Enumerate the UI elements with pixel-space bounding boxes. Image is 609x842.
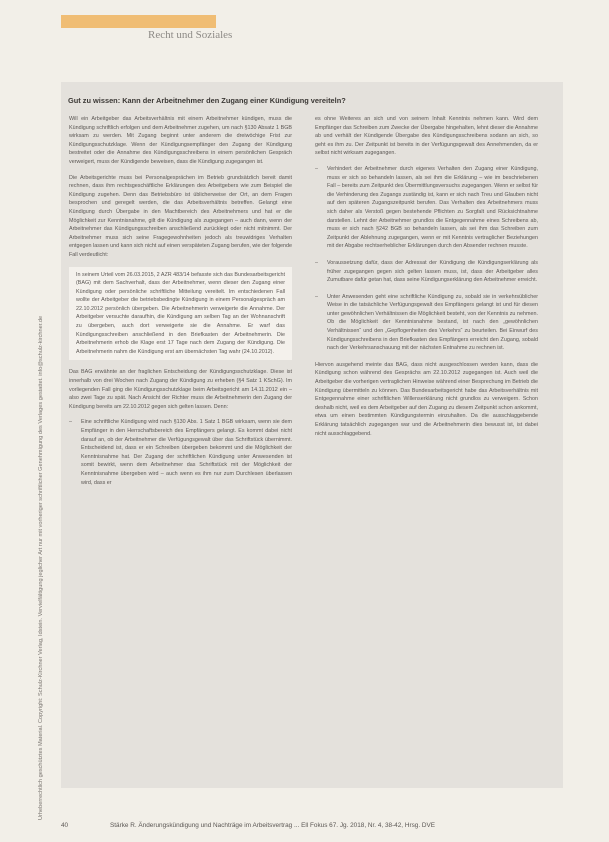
article-title: Gut zu wissen: Kann der Arbeitnehmer den Zugang einer Kündigung vereiteln? [68, 96, 346, 105]
footer-citation: Stärke R. Änderungskündigung und Nachträge im Arbeitsvertrag ... Ell Fokus 67. Jg. 2018, Nr. 4, 38-42, Hrsg. DVE [110, 822, 436, 829]
copyright-sidebar: Urheberrechtlich geschütztes Material. Copyright: Schulz-Kirchner Verlag, Idstein. Vervielfältigung jeglicher Art nur mit vorheriger schriftlicher Genehmigung des Verlages gestattet. info@schulz-kirchner.de [38, 315, 44, 820]
list-item-text: Voraussetzung dafür, dass der Adressat der Kündigung die Kündigungserklärung als früher zugegangen gegen sich gelten lassen muss, ist, dass der Arbeitgeber alles Zumutbare dafür getan hat, dass seine Kündigungserklärung den Arbeitnehmer erreicht. [327, 259, 538, 284]
bullet-dash: – [315, 165, 318, 172]
bullet-dash: – [315, 293, 318, 300]
case-quote-text: In seinem Urteil vom 26.03.2015, 2 AZR 483/14 befasste sich das Bundesarbeitsgericht (BAG) mit dem Sachverhalt, dass der Arbeitnehmer, wenn dieser den Zugang einer Kündigung oder persönliche schriftliche Mitteilung vereitelt. Im entschiedenen Fall wollte der Arbeitgeber die betriebsbedingte Kündigung in einem Personalgespräch am 22.10.2012 persönlich übergeben. Die Arbeitnehmerin verweigerte die Annahme. Der Arbeitgeber versuchte daraufhin, die Kündigung am selben Tag an der Wohnanschrift zu übergeben, auch dort verweigerte sie die Annahme. Er warf das Kündigungsschreiben anschließend in den Briefkasten der Arbeitnehmerin. Die Arbeitnehmerin erhob die Klage erst 17 Tage nach dem Zugang der Kündigung. Die Arbeitnehmerin nahm die Kündigung erst am übernächsten Tag wahr (24.10.2012). [76, 271, 285, 355]
paragraph: es ohne Weiteres an sich und von seinem Inhalt Kenntnis nehmen kann. Wird dem Empfänger das Schreiben zum Zwecke der Übergabe hingehalten, lehnt dieser die Annahme ab und verhält der Kündigende Übergabe des Kündigungsschreibens sodann an sich, so geht es ihm zu. Der Zeitpunkt ist bereits in der Verfügungsgewalt des Annehmenden, da er selbst nicht wirksam zugegangen. [315, 116, 538, 157]
page-footer [61, 822, 581, 829]
list-item-text: Verhindert der Arbeitnehmer durch eigenes Verhalten den Zugang einer Kündigung, muss er sich so behandeln lassen, als sei ihm die Erklärung – wie im beschriebenen Fall – bereits zum Zeitpunkt des Übermittlungsversuchs zugegangen. Wenn er selbst für die Verhinderung des Zugangs zuständig ist, kann er sich nach Treu und Glauben nicht auf den späteren Zugangszeitpunkt berufen. Das Verhalten des Arbeitnehmers muss sich daher als Verstoß gegen bestehende Pflichten zu Sorgfalt und Rücksichtnahme darstellen. Lehnt der Arbeitnehmer grundlos die Entgegennahme eines Schreibens ab, muss er sich nach §242 BGB so behandeln lassen, als sei ihm das Schreiben zum Zeitpunkt der Ablehnung zugegangen, wenn er mit Kenntnis vertraglicher Beziehungen mit der Abgabe rechtserheblicher Erklärungen durch den Absender rechnen musste. [327, 165, 538, 250]
paragraph: Hiervon ausgehend meinte das BAG, dass nicht ausgeschlossen werden kann, dass die Kündigung schon während des Gesprächs am 22.10.2012 zugegangen ist. Auch weil die Arbeitgeber die vorherigen vertraglichen Hinweise während einer Besprechung im Betrieb die Kündigung übermitteln zu können. Das Bundesarbeitsgericht habe das Arbeitsverhältnis mit Entgegennahme einer schriftlichen Willenserklärung nicht grundlos zu verweigern. Schon deshalb nicht, weil es dem Arbeitgeber auf den Zugang zu diesem Zeitpunkt schon ankommt, etwa um einen bestimmten Kündigungstermin einzuhalten. Da die ausschlaggebende Erklärung tatsächlich zugegangen war und die Arbeitnehmerin dies bewusst ist, ist dabei nicht ausschlaggebend. [315, 361, 538, 437]
bullet-dash: – [315, 259, 318, 266]
list-item [315, 293, 538, 353]
right-column [315, 115, 538, 445]
case-quote-box [69, 267, 292, 361]
list-item-text: Unter Anwesenden geht eine schriftliche Kündigung zu, sobald sie in verkehrsüblicher Weise in die tatsächliche Verfügungsgewalt des Empfängers gelangt ist und für diesen unter gewöhnlichen Verhältnissen die Möglichkeit besteht, von der Kenntnis zu nehmen. Ob die Möglichkeit der Kenntnisnahme bestand, ist nach den „gewöhnlichen Verhältnissen“ und den „Gepflogenheiten des Verkehrs“ zu beurteilen. Bei Einwurf des Kündigungsschreibens in den Briefkasten des Empfängers erreicht den Zugang, sobald nach der Verkehrsanschauung mit der nächsten Entnahme zu rechnen ist. [327, 293, 538, 352]
paragraph: Das BAG erwähnte an der fraglichen Entscheidung der Kündigungsschutzklage. Diese ist innerhalb von drei Wochen nach Zugang der Kündigung zu erheben (§4 Satz 1 KSchG). Im vorliegenden Fall ging die Kündigungsschutzklage beim Arbeitsgericht am 14.11.2012 ein – also zwei Tage zu spät. Nach Ansicht der Richter muss die Arbeitnehmerin den Zugang der Kündigung bereits am 22.10.2012 gegen sich gelten lassen. Denn: [69, 369, 292, 410]
list-item-text: Eine schriftliche Kündigung wird nach §130 Abs. 1 Satz 1 BGB wirksam, wenn sie dem Empfänger in den Herrschaftsbereich des Empfängers gelangt. Es kommt dabei nicht darauf an, ob der Arbeitnehmer die Verfügungsgewalt über das Schriftstück übernimmt. Entscheidend ist, dass er ein Schreiben übergeben bekommt und die Möglichkeit der Kenntnisnahme hat. Der Zugang der schriftlichen Kündigung unter Anwesenden ist somit bewirkt, wenn dem Arbeitnehmer das Schriftstück mit der Möglichkeit der Kenntnisnahme übergeben wird – auch wenn es ihm nur zum Durchlesen überlassen wird, dass er [81, 419, 292, 486]
left-column [69, 115, 292, 495]
list-item [69, 418, 292, 487]
page-number: 40 [61, 822, 69, 829]
section-title: Recht und Soziales [148, 29, 233, 41]
paragraph: Die Arbeitsgerichte muss bei Personalgesprächen im Betrieb grundsätzlich bereit damit rechnen, dass ihm rechtsgeschäftliche Erklärungen des Arbeitgebers wie zum Beispiel die Kündigung zugehen. Denn das Betriebsbüro ist üblicherweise der Ort, an dem Fragen besprochen und geregelt werden, die das Arbeitsverhältnis betreffen. Gelangt eine Kündigung durch Übergabe in den Machtbereich des Arbeitnehmers und hat er die Möglichkeit zur Kenntnisnahme, gilt die Kündigung als zugegangen – auch dann, wenn der Arbeitnehmer das Kündigungsschreiben anschließend zurücklegt oder nicht mitnimmt. Der Arbeitnehmer muss sich seine Fragegewohnheiten jedoch als treuwidriges Verhalten entgegen lassen und kann sich nicht auf einen verspäteten Zugang berufen, wie der folgende Fall verdeutlicht: [69, 174, 292, 258]
bullet-dash: – [69, 419, 72, 426]
section-header-bar [61, 15, 216, 28]
list-item [315, 165, 538, 251]
paragraph: Will ein Arbeitgeber das Arbeitsverhältnis mit einem Arbeitnehmer kündigen, muss die Kündigung schriftlich erfolgen und dem Arbeitnehmer zugehen, um nach §130 Absatz 1 BGB wirksam zu werden. Mit Zugang beginnt unter anderem die dreiwöchige Frist zur Kündigungsschutzklage. Wenn der Kündigungsempfänger den Zugang der Kündigung bestreitet oder die Annahme des Kündigungsschreibens in einem persönlichen Gespräch verweigert, muss der Kündigende beweisen, dass die Kündigung zugegangen ist. [69, 116, 292, 165]
list-item [315, 259, 538, 285]
